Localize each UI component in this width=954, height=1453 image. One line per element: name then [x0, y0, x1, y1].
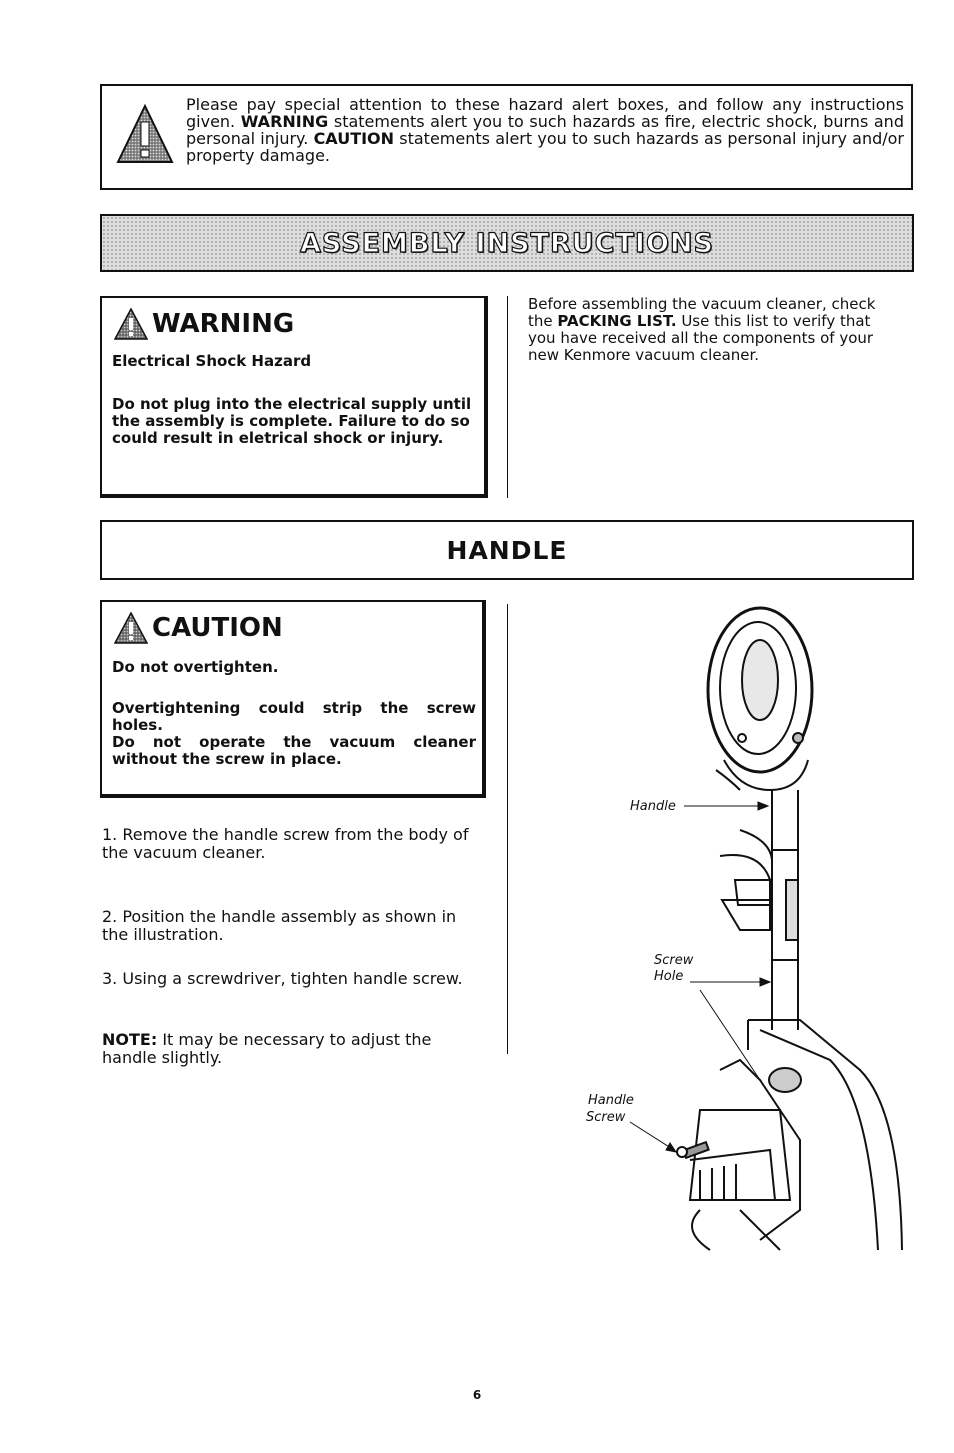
column-divider	[507, 604, 508, 1054]
warning-box	[100, 296, 488, 498]
step-3: 3. Using a screwdriver, tighten handle screw.	[102, 969, 463, 988]
section-title: ASSEMBLY INSTRUCTIONS	[300, 227, 714, 259]
section-title: HANDLE	[446, 535, 568, 565]
before-assembling-text: Before assembling the vacuum cleaner, check the PACKING LIST. Use this list to verify that you have received all the components of your new Kenmore vacuum cleaner.	[528, 295, 876, 364]
handle-section-banner	[100, 520, 914, 580]
label-handle-screw: Handle	[588, 1093, 634, 1108]
label-screw-hole: Hole	[654, 969, 684, 984]
label-handle: Handle	[630, 799, 676, 814]
warning-triangle-icon	[114, 612, 148, 644]
assembly-instructions-banner	[100, 214, 914, 272]
hazard-alert-box	[100, 84, 913, 190]
page-number: 6	[472, 1388, 482, 1402]
label-screw-hole: Screw	[654, 953, 694, 968]
handle-assembly-illustration	[560, 605, 920, 1255]
caution-heading: CAUTION	[114, 612, 283, 644]
step-2: 2. Position the handle assembly as shown in the illustration.	[102, 907, 457, 944]
warning-body: Do not plug into the electrical supply until the assembly is complete. Failure to do so could result in eletrical shock or injury.	[112, 395, 472, 447]
label-handle-screw: Screw	[586, 1110, 626, 1125]
warning-triangle-icon	[116, 104, 174, 164]
warning-subtitle: Electrical Shock Hazard	[112, 352, 312, 370]
column-divider	[507, 296, 508, 498]
step-1: 1. Remove the handle screw from the body of the vacuum cleaner.	[102, 825, 469, 862]
warning-heading: WARNING	[114, 308, 294, 340]
caution-subtitle: Do not overtighten.	[112, 658, 279, 676]
caution-box	[100, 600, 486, 798]
hazard-alert-text: Please pay special attention to these hazard alert boxes, and follow any instructions given. WARNING statements alert you to such hazards as fire, electric shock, burns and personal injury. CAUTION statements alert you to such hazards as personal injury and/or property damage.	[186, 95, 904, 165]
caution-body: Overtightening could strip the screw holes. Do not operate the vacuum cleaner without the screw in place.	[112, 699, 476, 768]
warning-triangle-icon	[114, 308, 148, 340]
note: NOTE: It may be necessary to adjust the handle slightly.	[102, 1030, 432, 1067]
